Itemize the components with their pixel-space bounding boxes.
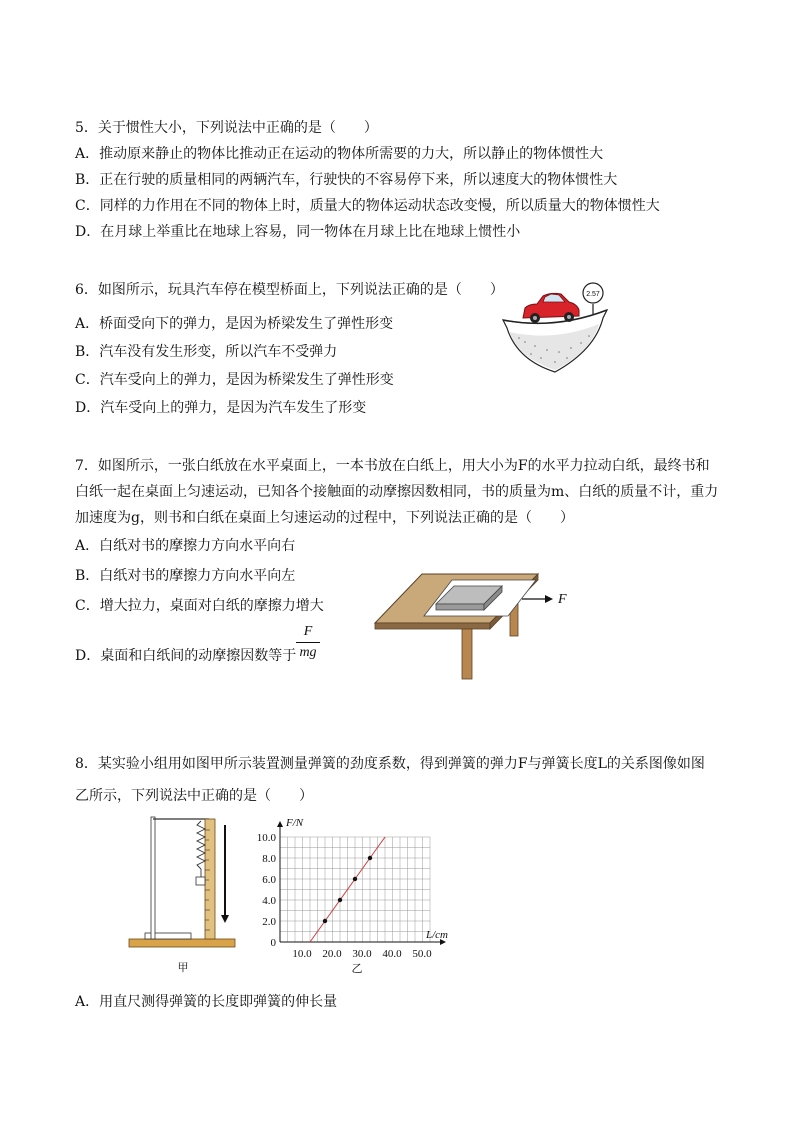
y-axis-arrow (277, 821, 283, 827)
x-tick-label: 30.0 (352, 948, 372, 960)
q6-option-b: B．汽车没有发生形变，所以汽车不受弹力 (75, 344, 338, 360)
data-point (338, 898, 342, 902)
fraction-bar (296, 642, 320, 643)
q5-option-d: D．在月球上举重比在地球上容易，同一物体在月球上比在地球上惯性小 (75, 224, 521, 240)
y-tick-label: 4.0 (262, 895, 276, 907)
q6-option-d: D．汽车受向上的弹力，是因为汽车发生了形变 (75, 400, 367, 416)
y-tick-label: 0 (270, 937, 276, 949)
force-label: F (558, 592, 567, 607)
toy-car (523, 293, 579, 323)
figure-b-caption: 乙 (351, 962, 363, 975)
q7-stem-line-3: 加速度为g，则书和白纸在桌面上匀速运动的过程中，下列说法正确的是（ ） (75, 510, 574, 526)
spring (197, 821, 205, 869)
data-point (353, 877, 357, 881)
ruler (205, 819, 215, 939)
q5-stem: 5．关于惯性大小，下列说法中正确的是（ ） (75, 120, 378, 136)
fraction-numerator: F (303, 624, 313, 639)
chart-grid (280, 837, 430, 942)
q7-stem-line-2: 白纸一起在桌面上匀速运动，已知各个接触面的动摩擦因数相同，书的质量为m、白纸的质量不计，重力 (75, 484, 719, 500)
data-point (368, 856, 372, 860)
y-tick-label: 6.0 (262, 874, 276, 886)
q7-option-c: C．增大拉力，桌面对白纸的摩擦力增大 (75, 598, 324, 614)
q7-option-d: D．桌面和白纸间的动摩擦因数等于 (75, 648, 297, 664)
bridge-car-figure (495, 280, 615, 375)
table-leg-front (462, 629, 472, 679)
q7-stem-line-1: 7．如图所示，一张白纸放在水平桌面上，一本书放在白纸上，用大小为F的水平力拉动白纸，最终书和 (75, 458, 710, 474)
figure-a-caption: 甲 (177, 961, 189, 974)
q7-option-a: A．白纸对书的摩擦力方向水平向右 (75, 538, 296, 554)
pointer-hook (196, 877, 205, 885)
y-axis-label: F/N (286, 817, 304, 829)
q5-option-c: C．同样的力作用在不同的物体上时，质量大的物体运动状态改变慢，所以质量大的物体惯性大 (75, 198, 660, 214)
spring-apparatus-figure (125, 815, 240, 975)
data-point (323, 919, 327, 923)
q6-option-a: A．桥面受向下的弹力，是因为桥梁发生了弹性形变 (75, 316, 394, 332)
stand-rod (151, 817, 155, 939)
y-tick-label: 10.0 (256, 832, 276, 844)
q8-stem-line-2: 乙所示，下列说法中正确的是（ ） (75, 788, 313, 804)
book-paper-table-figure (370, 568, 580, 683)
friction-coefficient-fraction (296, 624, 320, 661)
x-tick-label: 40.0 (382, 948, 402, 960)
x-axis-label: L/cm (426, 929, 448, 941)
x-tick-label: 10.0 (292, 948, 312, 960)
fraction-denominator: mg (299, 645, 317, 660)
q6-option-c: C．汽车受向上的弹力，是因为桥梁发生了弹性形变 (75, 372, 394, 388)
apparatus-base (129, 939, 235, 947)
q6-stem: 6．如图所示，玩具汽车停在模型桥面上，下列说法正确的是（ ） (75, 282, 504, 298)
q8-option-a: A．用直尺测得弹簧的长度即弹簧的伸长量 (75, 994, 338, 1010)
y-tick-label: 8.0 (262, 853, 276, 865)
y-tick-label: 2.0 (262, 916, 276, 928)
x-tick-label: 20.0 (322, 948, 342, 960)
gauge-reading: 2.57 (586, 291, 600, 298)
spring-force-chart (250, 812, 465, 982)
q7-option-b: B．白纸对书的摩擦力方向水平向左 (75, 568, 296, 584)
q5-option-b: B．正在行驶的质量相同的两辆汽车，行驶快的不容易停下来，所以速度大的物体惯性大 (75, 172, 618, 188)
q8-stem-line-1: 8．某实验小组用如图甲所示装置测量弹簧的劲度系数，得到弹簧的弹力F与弹簧长度L的关系图像如图 (75, 756, 705, 772)
q5-option-a: A．推动原来静止的物体比推动正在运动的物体所需要的力大，所以静止的物体惯性大 (75, 146, 604, 162)
x-tick-label: 50.0 (412, 948, 432, 960)
